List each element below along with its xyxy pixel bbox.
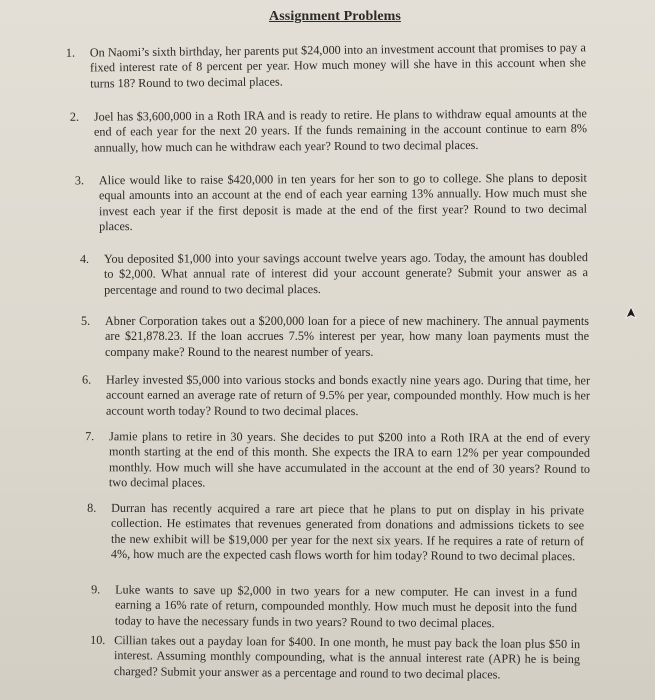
problem-text: Cillian takes out a payday loan for $400. In one month, he must pay back the loan plus $50 in interest. Assuming monthly compounding, what is the annual interest rate (APR) he is being charged? Submit your answer as a percentage and round to two decimal places. <box>113 633 581 682</box>
problem-number: 1. <box>65 45 76 60</box>
problem-number: 6. <box>82 372 92 387</box>
problem-10 <box>90 633 580 683</box>
problem-3 <box>75 171 587 235</box>
problem-number: 7. <box>85 429 95 444</box>
problem-text: Jamie plans to retire in 30 years. She decides to put $200 into a Roth IRA at the end of every month starting at the end of this month. She expects the IRA to earn 12% per year compounded monthly. How much will she have accumulated in the account at the end of 30 years? Round to two decimal places. <box>108 429 591 490</box>
problem-1 <box>66 40 586 92</box>
problem-2 <box>70 106 587 156</box>
problem-text: On Naomi’s sixth birthday, her parents put $24,000 into an investment account that promises to pay a fixed interest rate of 8 percent per year. How much money will she have in this account when she turns 18? Round to two decimal places. <box>89 40 587 91</box>
problem-number: 10. <box>90 632 106 647</box>
problem-8 <box>87 501 584 565</box>
problem-text: Alice would like to raise $420,000 in ten years for her son to go to college. She plans to deposit equal amounts into an account at the end of each year earning 13% annually. How much must she invest each year if the first deposit is made at the end of the first year? Round to two decimal places. <box>98 170 588 234</box>
problem-number: 3. <box>74 173 85 188</box>
page-title: Assignment Problems <box>269 9 401 24</box>
problem-text: Joel has $3,600,000 in a Roth IRA and is ready to retire. He plans to withdraw equal amounts at the end of each year for the next 20 years. If the funds remaining in the account continue to earn 8% annually, how much can he withdraw each year? Round to two decimal places. <box>93 106 588 155</box>
problem-number: 2. <box>69 109 80 124</box>
problem-5 <box>81 314 589 360</box>
problem-text: Harley invested $5,000 into various stocks and bonds exactly nine years ago. During that time, her account earned an average rate of return of 9.5% per year, compounded monthly. How much is her account worth today? Round to two decimal places. <box>105 372 591 418</box>
problem-text: Luke wants to save up $2,000 in two years for a new computer. He can invest in a fund earning a 16% rate of return, compounded monthly. How much must he deposit into the fund today to have the necessary funds in two years? Round to two decimal places. <box>114 582 578 630</box>
problem-text: Abner Corporation takes out a $200,000 loan for a piece of new machinery. The annual payments are $21,878.23. If the loan accrues 7.5% interest per year, how many loan payments must the company make? Round to the nearest number of years. <box>105 314 589 359</box>
problem-4 <box>80 250 588 298</box>
problem-number: 9. <box>91 582 101 597</box>
problem-6 <box>82 373 590 420</box>
problem-number: 4. <box>79 251 90 266</box>
mouse-pointer-icon <box>624 306 638 320</box>
problem-text: Durran has recently acquired a rare art piece that he plans to put on display in his private collection. He estimates that revenues generated from donations and admissions tickets to see the new exhibit will be $19,000 per year for the next six years. If he requires a rate of return of 4%, how much are the expected cash flows worth for him today? Round to two decimal places. <box>110 500 585 564</box>
problem-7 <box>85 429 590 492</box>
problem-number: 5. <box>81 314 91 328</box>
problem-9 <box>91 582 577 632</box>
problem-text: You deposited $1,000 into your savings account twelve years ago. Today, the amount has doubled to $2,000. What annual rate of interest did your account generate? Submit your answer as a percentage and round to two decimal places. <box>103 250 589 297</box>
problem-number: 8. <box>87 500 97 515</box>
